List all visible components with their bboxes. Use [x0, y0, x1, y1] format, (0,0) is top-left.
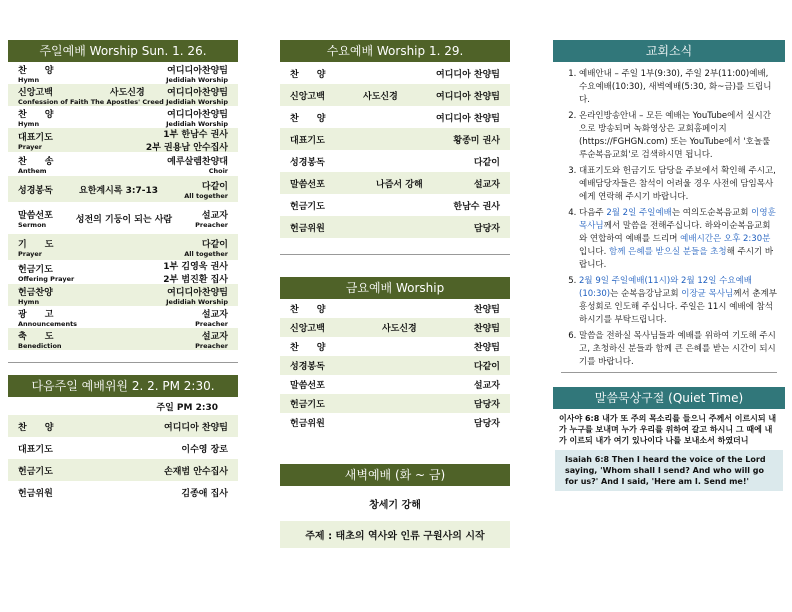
item-label	[18, 208, 53, 229]
item-name: 대표기도	[18, 132, 53, 143]
leader-name: 다같이	[201, 239, 228, 250]
item-leader	[166, 285, 228, 306]
news-text: 온라인방송안내 – 모든 예배는 YouTube에서 실시간으로 방송되며 녹화영상은 교회홈페이지(https://FGHGN.com) 또는 YouTube에서 '호놀룰루순복음교회'로 검색하시면 됩니다.	[579, 111, 771, 160]
item-leader	[146, 127, 228, 153]
next-header: 다음주일 예배위원 2. 2. PM 2:30.	[8, 375, 238, 397]
sunday-header: 주일예배 Worship Sun. 1. 26.	[8, 40, 238, 62]
quiet-verse-korean: 이사야 6:8 내가 또 주의 목소리를 들으니 주께서 이르시되 내가 누구를 보내며 누가 우리를 위하여 갈고 하시니 그 때에 내가 이르되 내가 여기 있나이다 나를 보내소서 하였더니	[559, 414, 777, 445]
item-name: 헌금기도	[18, 264, 53, 275]
item-content: 사도신경	[363, 91, 398, 102]
item-leader: 찬양팀	[473, 305, 500, 315]
item-content: 사도신경	[381, 324, 417, 334]
friday-header: 금요예배 Worship	[280, 277, 510, 299]
leader-name: 다같이	[201, 181, 228, 192]
sunday-row	[8, 306, 238, 328]
divider	[561, 372, 777, 373]
next-row	[8, 459, 238, 481]
item-label	[18, 329, 62, 350]
next-time: 주일 PM 2:30	[156, 402, 218, 413]
item-leader	[195, 208, 228, 229]
item-leader	[166, 63, 228, 84]
item-label	[18, 285, 53, 306]
news-text: 께서 말씀을 전해주십니다. 하와이순복음교회와 연합하여 예배를 드리며	[579, 221, 771, 244]
leader-name: 여디디아찬양팀	[167, 65, 228, 76]
news-text: 해 주시기 바랍니다.	[579, 247, 774, 270]
item-label: 말씀선포	[290, 381, 325, 391]
wednesday-row	[280, 150, 510, 172]
item-leader: 담당자	[473, 419, 500, 429]
item-leader	[184, 179, 228, 200]
news-column	[553, 40, 785, 491]
item-name: 헌금찬양	[18, 287, 53, 298]
role-label: 찬 양	[18, 422, 54, 433]
item-name-en: Anthem	[18, 166, 47, 175]
item-label: 찬 양	[290, 69, 326, 80]
item-label: 말씀선포	[290, 179, 325, 190]
item-label	[18, 154, 53, 175]
news-text: 다음주	[579, 208, 607, 218]
wednesday-header: 수요예배 Worship 1. 29.	[280, 40, 510, 62]
quiet-header: 말씀묵상구절 (Quiet Time)	[553, 387, 785, 409]
news-text: 는 순복음강남교회	[610, 289, 682, 299]
news-highlight: 2월 9일 주일예배(11시)와 2월 12일 수요예배(10:30)	[579, 276, 752, 299]
wednesday-row	[280, 128, 510, 150]
item-name-en: Hymn	[18, 119, 40, 128]
sunday-row	[8, 128, 238, 152]
item-content-text: 성전의 기둥이 되는 사람	[75, 214, 173, 225]
item-label: 성경봉독	[290, 157, 325, 168]
item-name: 성경봉독	[18, 185, 53, 196]
item-content-en: The Apostles' Creed	[90, 97, 164, 106]
sunday-row	[8, 260, 238, 284]
leader-sub: 2부 권용남 안수집사	[145, 143, 228, 153]
news-item	[579, 330, 777, 369]
item-name-en: Hymn	[18, 297, 40, 306]
item-name: 찬 양	[18, 109, 54, 120]
friday-row	[280, 299, 510, 318]
weekday-column	[280, 40, 510, 548]
leader-sub: Preacher	[195, 319, 228, 328]
item-name-en: Sermon	[18, 220, 47, 229]
sunday-row	[8, 328, 238, 350]
divider	[8, 362, 238, 363]
leader-name: 설교자	[201, 331, 228, 342]
sunday-row	[8, 176, 238, 202]
news-highlight: 2월 2일 주일예배	[606, 208, 672, 218]
item-leader: 설교자	[473, 381, 500, 391]
item-name: 찬 양	[18, 65, 54, 76]
role-person: 손재범 안수집사	[164, 466, 228, 477]
friday-row	[280, 356, 510, 375]
item-label: 헌금기도	[290, 400, 325, 410]
quiet-verse-english: Isaiah 6:8 Then I heard the voice of the Lord saying, 'Whom shall I send? And who will go for us?' And I said, 'Here am I. Send me!'	[555, 450, 783, 491]
item-leader: 설교자	[473, 179, 500, 190]
wednesday-row	[280, 194, 510, 216]
news-text: 께서 춘계부흥성회로 인도해 주십니다. 주일은 11시 예배에 참석 하시기를 부탁드립니다.	[579, 289, 777, 325]
sunday-row	[8, 202, 238, 234]
sunday-row	[8, 284, 238, 306]
leader-name: 여디디아찬양팀	[167, 87, 228, 98]
leader-sub: Preacher	[195, 341, 228, 350]
item-leader: 황종미 권사	[453, 135, 500, 146]
dawn-header: 새벽예배 (화 ~ 금)	[280, 464, 510, 486]
sunday-row	[8, 234, 238, 260]
sunday-row	[8, 62, 238, 84]
item-leader: 담당자	[473, 223, 500, 234]
item-label: 성경봉독	[290, 362, 325, 372]
role-label: 헌금기도	[18, 466, 53, 477]
item-label	[18, 183, 53, 196]
item-name: 광 고	[18, 309, 54, 320]
leader-name: 예루살렘찬양대	[167, 156, 228, 167]
wednesday-row	[280, 62, 510, 84]
news-header: 교회소식	[553, 40, 785, 62]
news-item	[579, 207, 777, 272]
sunday-order	[8, 62, 238, 350]
item-name: 찬 송	[18, 156, 54, 167]
leader-name: 여디디아찬양팀	[167, 287, 228, 298]
news-text: 예배안내 – 주일 1부(9:30), 주일 2부(11:00)예배, 수요예배(10:30), 새벽예배(5:30, 화~금)를 드립니다.	[579, 69, 772, 105]
item-leader: 여디디아 찬양팀	[436, 113, 500, 124]
item-label: 찬 양	[290, 113, 326, 124]
news-item	[579, 165, 777, 204]
wednesday-row	[280, 216, 510, 238]
item-name-en: Confession of Faith	[18, 97, 89, 106]
item-leader	[167, 154, 228, 175]
role-person: 이수영 장로	[181, 444, 228, 455]
role-label: 헌금위원	[18, 488, 53, 499]
item-label	[18, 130, 53, 151]
news-item	[579, 110, 777, 162]
item-label	[18, 63, 53, 84]
item-label: 헌금위원	[290, 223, 325, 234]
leader-name: 설교자	[201, 210, 228, 221]
item-name: 신앙고백	[18, 87, 53, 98]
news-list	[553, 62, 785, 369]
item-label: 대표기도	[290, 135, 325, 146]
news-text: 말씀을 전하실 목사님들과 예배를 위하여 기도해 주시고, 초청하신 분들과 함께 큰 은혜를 받는 시간이 되시기를 바랍니다.	[579, 331, 776, 367]
news-highlight: 이장균 목사님	[681, 289, 734, 299]
leader-sub: Preacher	[195, 220, 228, 229]
next-row	[8, 481, 238, 503]
item-leader: 담당자	[473, 400, 500, 410]
friday-row	[280, 394, 510, 413]
sunday-row	[8, 152, 238, 176]
leader-sub: Jedidiah Worship	[166, 97, 228, 106]
divider	[280, 254, 510, 255]
item-content-text: 요한계시록 3:7-13	[79, 185, 159, 196]
wednesday-row	[280, 106, 510, 128]
leader-sub: Jedidiah Worship	[166, 297, 228, 306]
sunday-row	[8, 84, 238, 106]
item-content-text: 사도신경	[109, 87, 145, 98]
item-label	[18, 307, 77, 328]
dawn-theme: 주제 : 태초의 역사와 인류 구원사의 시작	[280, 521, 510, 548]
news-text: 는 여의도순복음교회	[671, 208, 752, 218]
sunday-row	[8, 106, 238, 128]
item-leader	[163, 259, 228, 285]
item-leader: 다같이	[473, 362, 500, 372]
leader-sub: Jedidiah Worship	[166, 75, 228, 84]
friday-row	[280, 413, 510, 432]
item-name-en: Prayer	[18, 249, 43, 258]
item-name: 기 도	[18, 239, 54, 250]
item-label	[18, 85, 88, 106]
leader-sub: 2부 범진환 집사	[163, 275, 228, 285]
next-row	[8, 437, 238, 459]
item-leader: 여디디아 찬양팀	[436, 69, 500, 80]
item-label: 찬 양	[290, 343, 326, 353]
item-name-en: Announcements	[18, 319, 78, 328]
news-text: 입니다.	[579, 247, 610, 257]
item-label: 헌금기도	[290, 201, 325, 212]
item-name: 말씀선포	[18, 210, 53, 221]
item-leader: 찬양팀	[473, 324, 500, 334]
wednesday-row	[280, 84, 510, 106]
item-content	[53, 212, 195, 225]
item-name-en: Hymn	[18, 75, 40, 84]
leader-name: 1부 한남수 권사	[163, 130, 228, 140]
item-leader	[195, 307, 228, 328]
leader-sub: All together	[184, 191, 228, 200]
friday-row	[280, 375, 510, 394]
friday-row	[280, 318, 510, 337]
leader-sub: All together	[184, 249, 228, 258]
item-leader	[184, 237, 228, 258]
role-person: 여디디아 찬양팀	[164, 422, 228, 433]
news-item	[579, 275, 777, 327]
item-content	[53, 183, 184, 196]
friday-row	[280, 337, 510, 356]
leader-sub: Jedidiah Worship	[166, 119, 228, 128]
sunday-column	[8, 40, 238, 503]
leader-name: 설교자	[201, 309, 228, 320]
item-leader: 다같이	[473, 157, 500, 168]
leader-sub: Choir	[208, 166, 228, 175]
leader-name: 1부 김영욱 권사	[163, 262, 228, 272]
item-content	[88, 85, 166, 106]
item-leader	[166, 85, 228, 106]
item-leader	[166, 107, 228, 128]
item-label	[18, 237, 53, 258]
dawn-series: 창세기 강해	[369, 500, 421, 511]
news-highlight: 이영훈 목사님	[579, 208, 776, 231]
news-item	[579, 68, 777, 107]
item-leader	[195, 329, 228, 350]
item-label: 찬 양	[290, 305, 326, 315]
news-highlight: 함께 은혜를 받으실 분들을 초청	[609, 247, 727, 257]
item-leader: 찬양팀	[473, 343, 500, 353]
item-content: 나즘서 강해	[376, 179, 423, 190]
item-label: 신앙고백	[290, 91, 325, 102]
item-leader: 여디디아 찬양팀	[436, 91, 500, 102]
item-label	[18, 107, 53, 128]
next-committee	[8, 415, 238, 503]
item-label: 헌금위원	[290, 419, 325, 429]
role-person: 김종애 집사	[181, 488, 228, 499]
news-highlight: 예배시간은 오후 2:30분	[680, 234, 771, 244]
item-name: 축 도	[18, 331, 54, 342]
news-text: 대표기도와 헌금기도 담당을 주보에서 확인해 주시고, 예배담당자들은 참석이 어려울 경우 사전에 담임목사에게 연락해 주시기 바랍니다.	[579, 166, 776, 202]
item-name-en: Offering Prayer	[18, 274, 75, 283]
next-row	[8, 415, 238, 437]
item-name-en: Benediction	[18, 341, 62, 350]
role-label: 대표기도	[18, 444, 53, 455]
wednesday-row	[280, 172, 510, 194]
leader-name: 여디디아찬양팀	[167, 109, 228, 120]
wednesday-order	[280, 62, 510, 238]
friday-order	[280, 299, 510, 432]
item-label: 신앙고백	[290, 324, 325, 334]
item-name-en: Prayer	[18, 142, 43, 151]
item-leader: 한남수 권사	[453, 201, 500, 212]
item-label	[18, 262, 74, 283]
